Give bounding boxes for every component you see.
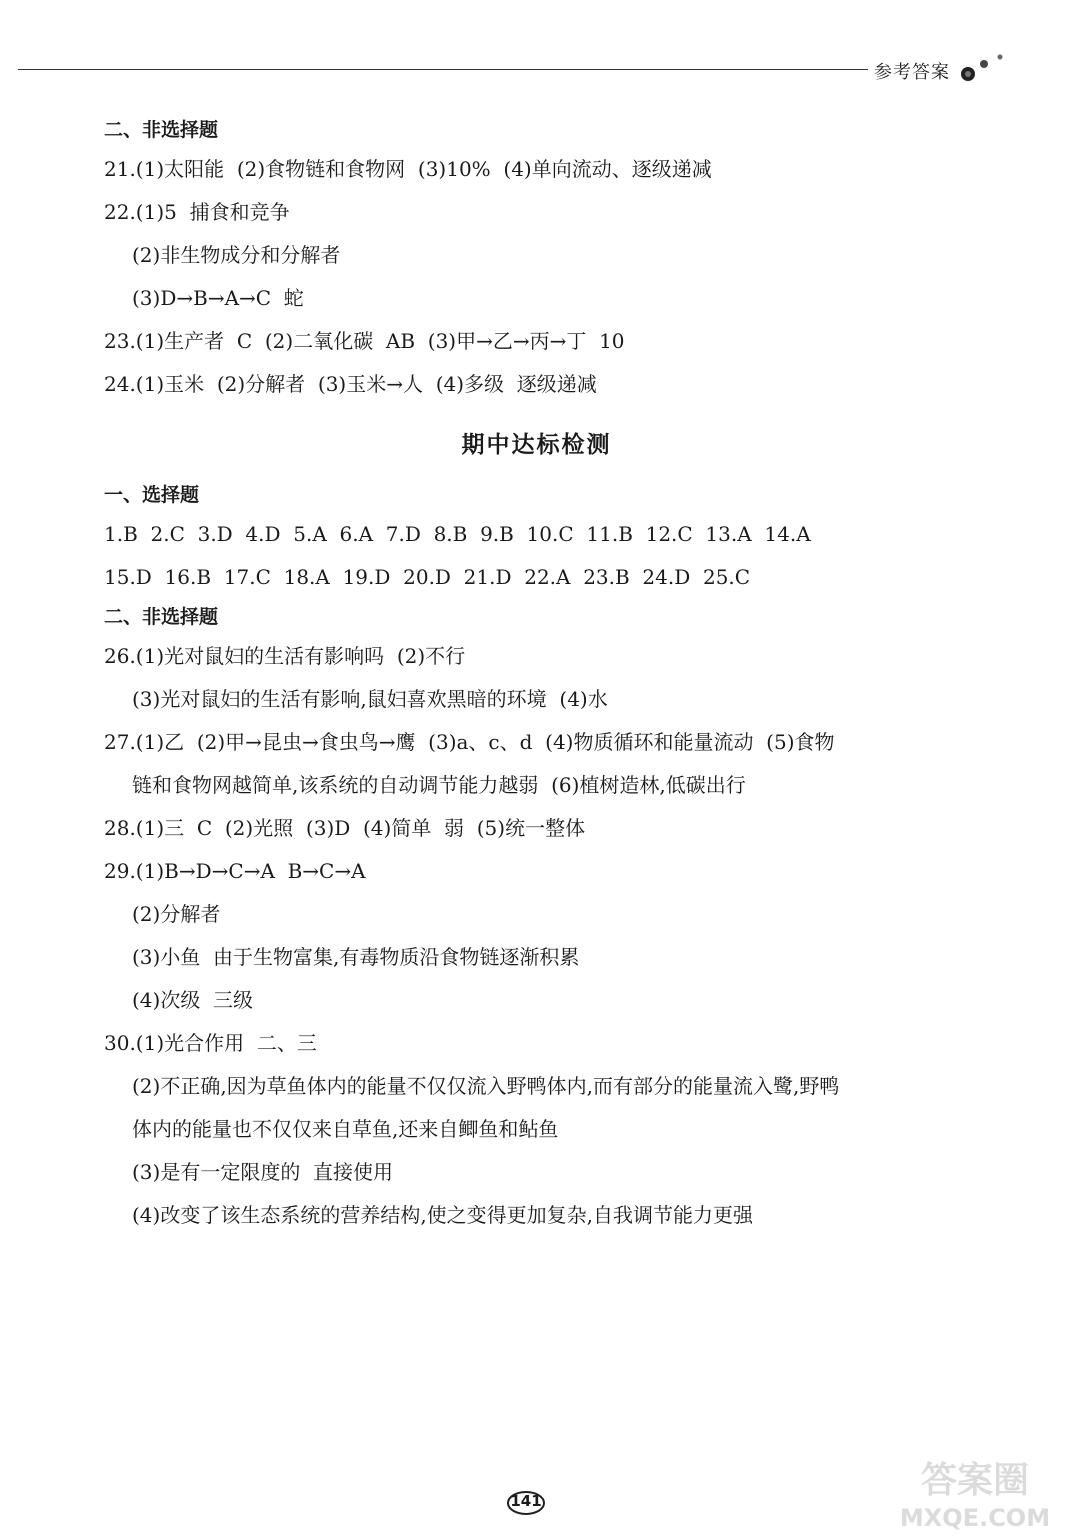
answer-line: (3)光对鼠妇的生活有影响,鼠妇喜欢黑暗的环境 (4)水: [132, 687, 608, 711]
answer-line: 体内的能量也不仅仅来自草鱼,还来自鲫鱼和鲇鱼: [132, 1117, 559, 1141]
watermark-text-cn: 答案圈: [920, 1460, 1030, 1501]
answer-line: 28.(1)三 C (2)光照 (3)D (4)简单 弱 (5)统一整体: [104, 816, 586, 840]
answer-line: 21.(1)太阳能 (2)食物链和食物网 (3)10% (4)单向流动、逐级递减: [104, 157, 712, 181]
answer-line: 29.(1)B→D→C→A B→C→A: [104, 859, 366, 883]
header-label: 参考答案: [874, 62, 950, 83]
section-heading: 二、非选择题: [104, 119, 219, 141]
page-number: [506, 1490, 546, 1516]
answer-line: (3)小鱼 由于生物富集,有毒物质沿食物链逐渐积累: [132, 945, 580, 969]
answer-line: 15.D 16.B 17.C 18.A 19.D 20.D 21.D 22.A 23.B 24.D 25.C: [104, 565, 751, 589]
answer-line: 27.(1)乙 (2)甲→昆虫→食虫鸟→鹰 (3)a、c、d (4)物质循环和能量流动 (5)食物: [104, 730, 835, 754]
answer-line: 1.B 2.C 3.D 4.D 5.A 6.A 7.D 8.B 9.B 10.C 11.B 12.C 13.A 14.A: [104, 522, 811, 546]
answer-line: (4)次级 三级: [132, 988, 254, 1012]
answer-line: (2)不正确,因为草鱼体内的能量不仅仅流入野鸭体内,而有部分的能量流入鹭,野鸭: [132, 1074, 840, 1098]
answer-line: 23.(1)生产者 C (2)二氧化碳 AB (3)甲→乙→丙→丁 10: [104, 329, 625, 353]
watermark-logo: [880, 1450, 1070, 1535]
answer-line: 30.(1)光合作用 二、三: [104, 1031, 317, 1055]
answer-line: 22.(1)5 捕食和竞争: [104, 200, 290, 224]
answer-line: 链和食物网越简单,该系统的自动调节能力越弱 (6)植树造林,低碳出行: [132, 773, 746, 797]
answer-line: (3)D→B→A→C 蛇: [132, 286, 304, 310]
page-number-text: 141: [510, 1492, 542, 1510]
watermark-text-en: MXQE.COM: [899, 1504, 1051, 1532]
answer-line: 26.(1)光对鼠妇的生活有影响吗 (2)不行: [104, 644, 466, 668]
answer-line: (4)改变了该生态系统的营养结构,使之变得更加复杂,自我调节能力更强: [132, 1203, 754, 1227]
section-heading: 二、非选择题: [104, 606, 219, 628]
section-heading: 一、选择题: [104, 484, 200, 506]
header-dots-decoration: [956, 50, 1016, 90]
answer-line: (3)是有一定限度的 直接使用: [132, 1160, 394, 1184]
answer-line: 24.(1)玉米 (2)分解者 (3)玉米→人 (4)多级 逐级递减: [104, 372, 597, 396]
answer-content: [104, 112, 1004, 1237]
answer-line: (2)非生物成分和分解者: [132, 243, 341, 267]
header-rule: [18, 69, 868, 70]
section-title: 期中达标检测: [461, 432, 612, 458]
answer-line: (2)分解者: [132, 902, 221, 926]
